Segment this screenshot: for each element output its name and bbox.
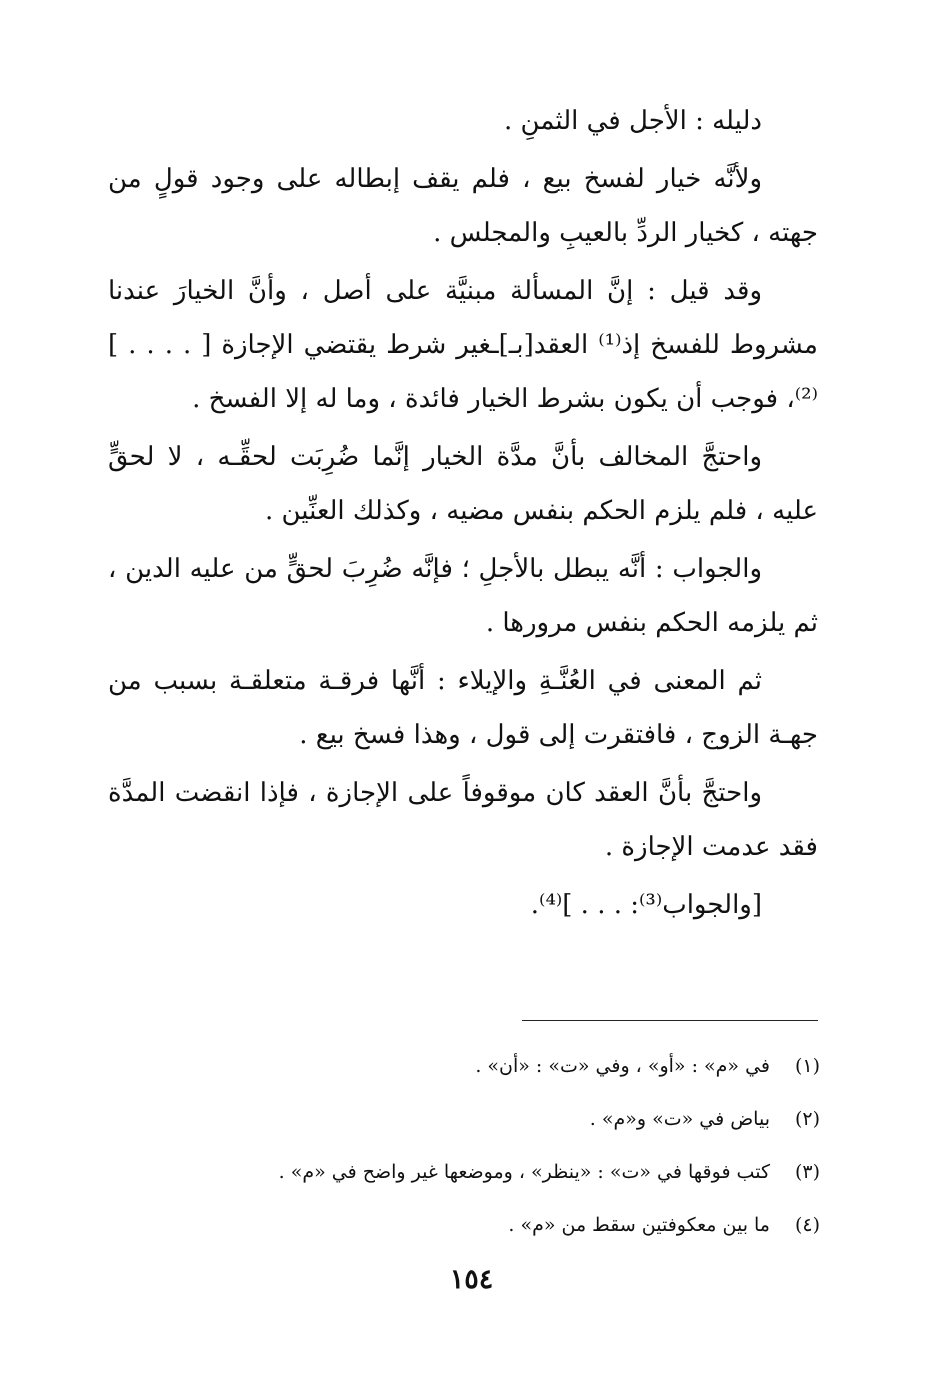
paragraph: ولأنَّه خيار لفسخ بيع ، فلم يقف إبطاله على وجود قولٍ من جهته ، كخيار الردِّ بالعيبِ والمجلس . [108, 164, 818, 248]
footnote-text: في «م» : «أو» ، وفي «ت» : «أن» . [475, 1055, 770, 1077]
footnote-divider [522, 1020, 818, 1021]
main-text [108, 94, 818, 936]
paragraph: [والجواب⁽³⁾: . . . ]⁽⁴⁾. [530, 890, 762, 920]
footnote-number: (٤) [794, 1214, 820, 1236]
footnote-text: كتب فوقها في «ت» : «ينظر» ، وموضعها غير واضح في «م» . [278, 1161, 770, 1183]
footnote [108, 1199, 820, 1252]
paragraph: واحتجَّ المخالف بأنَّ مدَّة الخيار إنَّما ضُرِبَت لحقِّـه ، لا لحقٍّ عليه ، فلم يلزم الحكم بنفس مضيه ، وكذلك العنِّين . [108, 442, 818, 526]
footnote [108, 1093, 820, 1146]
footnote-number: (٢) [794, 1108, 820, 1130]
page-number: ١٥٤ [449, 1264, 494, 1295]
footnote-number: (١) [794, 1055, 820, 1077]
footnotes [108, 1040, 820, 1252]
paragraph: وقد قيل : إنَّ المسألة مبنيَّة على أصل ، وأنَّ الخيارَ عندنا مشروط للفسخ إذ⁽¹⁾ العقد[بـ]ـغير شرط يقتضي الإجازة [ . . . . ]⁽²⁾، فوجب أن يكون بشرط الخيار فائدة ، وما له إلا الفسخ . [108, 276, 818, 414]
footnote [108, 1146, 820, 1199]
paragraph: دليله : الأجل في الثمنِ . [504, 106, 762, 136]
paragraph: ثم المعنى في العُنَّـةِ والإيلاء : أنَّها فرقـة متعلقـة بسبب من جهـة الزوج ، فافتقرت إلى قول ، وهذا فسخ بيع . [108, 666, 818, 750]
footnote-text: ما بين معكوفتين سقط من «م» . [508, 1214, 770, 1236]
footnote-number: (٣) [794, 1161, 820, 1183]
paragraph: واحتجَّ بأنَّ العقد كان موقوفاً على الإجازة ، فإذا انقضت المدَّة فقد عدمت الإجازة . [108, 778, 818, 862]
paragraph: والجواب : أنَّه يبطل بالأجلِ ؛ فإنَّه ضُرِبَ لحقٍّ من عليه الدين ، ثم يلزمه الحكم بنفس مرورها . [108, 554, 818, 638]
footnote-text: بياض في «ت» و«م» . [589, 1108, 770, 1130]
footnote [108, 1040, 820, 1093]
